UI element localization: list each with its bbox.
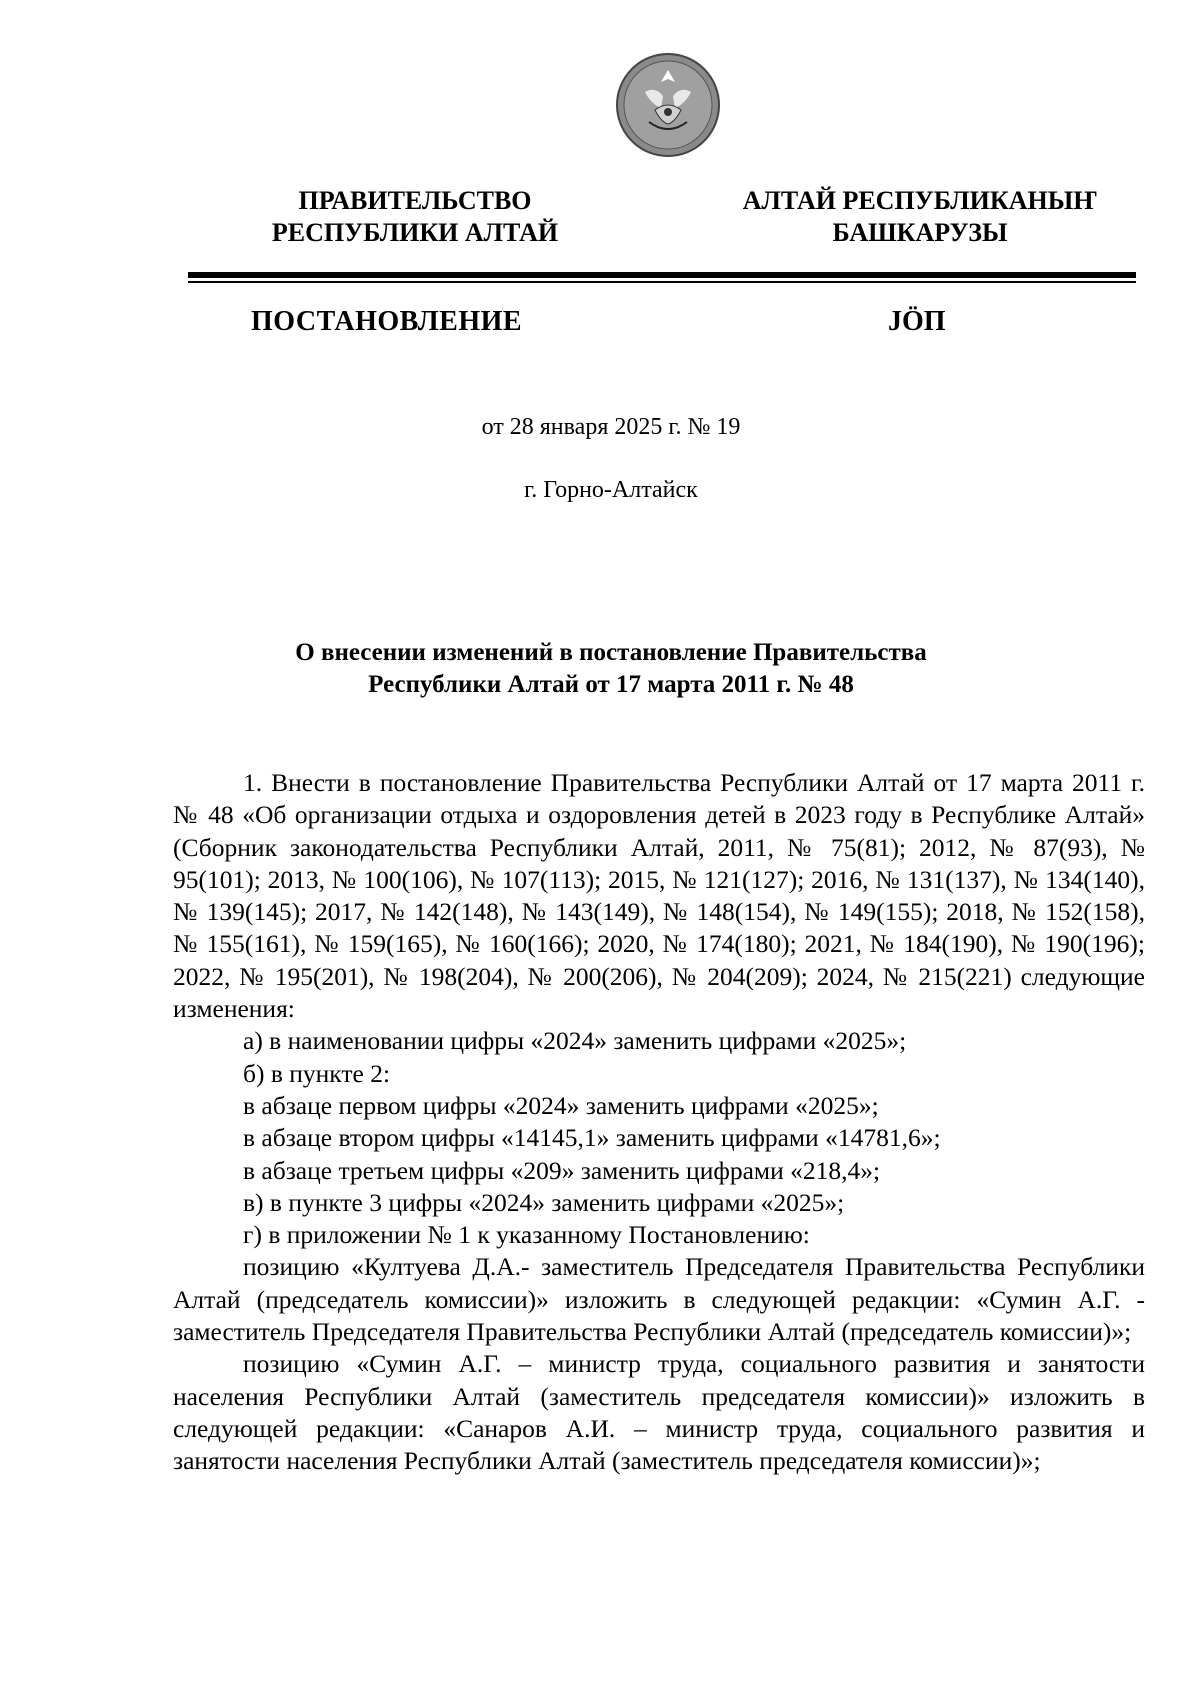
body-paragraph: позицию «Сумин А.Г. – министр труда, социального развития и занятости населения Республики Алтай (заместитель председателя комиссии)» изложить в следующей редакции: «Санаров А.И. – министр труда, социального развития и занятости населения Республики Алтай (заместитель председателя комиссии)»; [173,1349,1145,1476]
issuer-name-russian [240,185,590,249]
document-type-russian: ПОСТАНОВЛЕНИЕ [251,306,523,337]
body-paragraph: позицию «Култуева Д.А.- заместитель Председателя Правительства Республики Алтай (председатель комиссии)» изложить в следующей редакции: «Сумин А.Г. - заместитель Председателя Правительства Республики Алтай (председатель комиссии)»; [173,1252,1145,1347]
body-paragraph: б) в пункте 2: [243,1058,391,1088]
body-paragraph: в) в пункте 3 цифры «2024» заменить цифрами «2025»; [243,1187,845,1217]
document-type-altai: JÖП [888,306,946,337]
body-paragraph: в абзаце втором цифры «14145,1» заменить цифрами «14781,6»; [243,1123,941,1153]
document-title [0,637,1200,701]
title-line: Республики Алтай от 17 марта 2011 г. № 48 [368,671,854,698]
issuer-line: ПРАВИТЕЛЬСТВО [298,186,532,215]
body-paragraph: 1. Внести в постановление Правительства Республики Алтай от 17 марта 2011 г. № 48 «Об организации отдыха и оздоровления детей в 2023 году в Республике Алтай» (Сборник законодательства Республики Алтай, 2011, № 75(81); 2012, № 87(93), № 95(101); 2013, № 100(106), № 107(113); 2015, № 121(127); 2016, № 131(137), № 134(140), № 139(145); 2017, № 142(148), № 143(149), № 148(154), № 149(155); 2018, № 152(158), № 155(161), № 159(165), № 160(166); 2020, № 174(180); 2021, № 184(190), № 190(196); 2022, № 195(201), № 198(204), № 200(206), № 204(209); 2024, № 215(221) следующие изменения: [173,768,1145,1024]
body-paragraph: в абзаце третьем цифры «209» заменить цифрами «218,4»; [243,1155,881,1185]
header-divider-thin [188,281,1136,283]
document-city: г. Горно-Алтайск [524,477,698,503]
document-body [173,767,1145,1478]
document-date-number: от 28 января 2025 г. № 19 [481,414,741,440]
body-paragraph: г) в приложении № 1 к указанному Постановлению: [243,1220,810,1250]
title-line: О внесении изменений в постановление Правительства [295,639,927,666]
issuer-name-altai [720,185,1120,249]
issuer-line: БАШКАРУЗЫ [832,218,1008,247]
coat-of-arms-icon [615,52,721,158]
header-divider-thick [188,272,1136,278]
issuer-line: АЛТАЙ РЕСПУБЛИКАНЫҤ [742,186,1098,215]
issuer-line: РЕСПУБЛИКИ АЛТАЙ [271,218,559,247]
body-paragraph: в абзаце первом цифры «2024» заменить цифрами «2025»; [243,1090,879,1120]
body-paragraph: а) в наименовании цифры «2024» заменить цифрами «2025»; [243,1026,907,1056]
